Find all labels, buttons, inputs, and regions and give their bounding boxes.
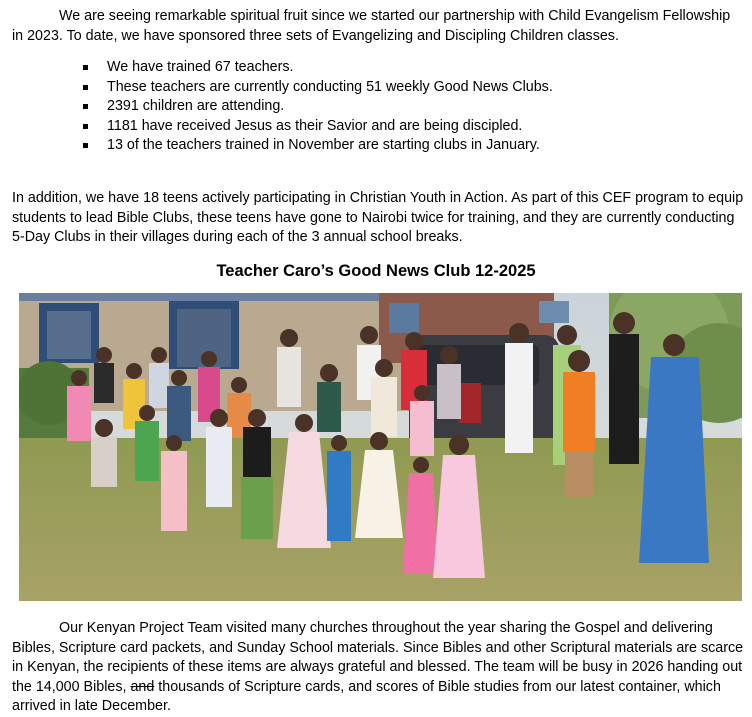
stats-list-item — [83, 136, 553, 156]
intro-paragraph: We are seeing remarkable spiritual fruit since we started our partnership with Child Evangelism Fellowship in 2023. To date, we have sponsored three sets of Evangelizing and Discipling Children classes. — [12, 8, 731, 44]
struck-word: and — [130, 678, 155, 695]
stat-text: 13 of the teachers trained in November are starting clubs in January. — [107, 137, 540, 154]
closing-text-after: thousands of Scripture cards, and scores of Bible studies from our latest container, which arrived in late December. — [12, 678, 721, 714]
group-photo — [19, 293, 742, 601]
bullet-square-icon — [83, 104, 88, 109]
bullet-square-icon — [83, 65, 88, 70]
photo-title: Teacher Caro’s Good News Club 12-2025 — [216, 262, 536, 280]
closing-text-before: Our Kenyan Project Team visited many churches throughout the year sharing the Gospel and delivering Bibles, Scripture card packets, and Sunday School materials. Since Bibles and other Scriptural materials are scarce in Kenyan, the recipients of these items are always grateful and blessed. The team will be busy in 2026 handing out the 14,000 Bibles, — [12, 620, 744, 695]
bullet-square-icon — [83, 124, 88, 129]
stats-list-item — [83, 97, 553, 117]
stat-text: We have trained 67 teachers. — [107, 59, 294, 75]
stat-text: These teachers are currently conducting 51 weekly Good News Clubs. — [107, 78, 553, 95]
stat-text: 2391 children are attending. — [107, 98, 285, 115]
stats-list-item — [83, 58, 553, 78]
closing-paragraph — [12, 619, 744, 717]
stats-list — [83, 58, 553, 156]
group-photo-illustration — [19, 293, 742, 601]
stat-text: 1181 have received Jesus as their Savior and are being discipled. — [107, 117, 523, 134]
bullet-square-icon — [83, 143, 88, 148]
bullet-square-icon — [83, 85, 88, 90]
cya-paragraph: In addition, we have 18 teens actively participating in Christian Youth in Action. As part of this CEF program to equip students to lead Bible Clubs, these teens have gone to Nairobi twice for training, and they are currently conducting 5-Day Clubs in their villages during each of the 3 annual school breaks. — [12, 190, 744, 245]
stats-list-item — [83, 117, 553, 137]
stats-list-item — [83, 78, 553, 98]
